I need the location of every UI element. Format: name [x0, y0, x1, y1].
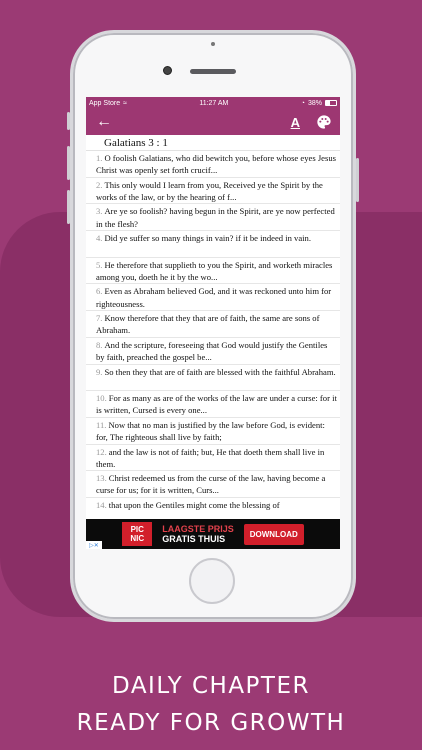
palette-icon[interactable] [316, 114, 332, 130]
status-bar [86, 97, 340, 109]
verse-item[interactable] [86, 471, 340, 498]
verse-item[interactable] [86, 258, 340, 285]
verse-item[interactable] [86, 204, 340, 231]
verse-number: 12. [96, 446, 107, 457]
verse-number: 14. [96, 499, 107, 510]
caption-line-2: READY FOR GROWTH [76, 710, 346, 736]
battery-icon [325, 100, 337, 106]
font-size-icon[interactable]: A [290, 114, 300, 130]
verse-item[interactable] [86, 178, 340, 205]
verse-number: 8. [96, 339, 103, 350]
verse-item[interactable] [86, 365, 340, 392]
alarm-icon: ◔ [300, 99, 305, 107]
chapter-title: Galatians 3 : 1 [86, 135, 340, 151]
verse-text: Know therefore that they that are of faith, the same are sons of Abraham. [96, 313, 320, 336]
ad-download-button[interactable]: DOWNLOAD [244, 524, 304, 545]
mute-switch [67, 112, 70, 130]
verse-text: Are ye so foolish? having begun in the Spirit, are ye now perfected in the flesh? [96, 206, 335, 229]
verse-number: 7. [96, 313, 103, 324]
status-battery: 38% [307, 99, 322, 107]
front-camera [163, 66, 172, 75]
verse-item[interactable] [86, 338, 340, 365]
verse-item[interactable] [86, 284, 340, 311]
verse-text: For as many as are of the works of the law are under a curse: for it is written, Cursed is every one... [96, 393, 337, 416]
verse-text: and the law is not of faith; but, He that doeth them shall live in them. [96, 446, 325, 469]
verse-number: 3. [96, 206, 103, 217]
verse-number: 13. [96, 473, 107, 484]
home-button[interactable] [189, 558, 235, 604]
arrow-left-icon[interactable]: ← [96, 113, 112, 130]
caption-line-1: DAILY CHAPTER [112, 673, 310, 699]
verse-text: Christ redeemed us from the curse of the law, having become a curse for us; for it is written, Curs... [96, 473, 326, 496]
ad-logo[interactable]: PIC NIC [122, 522, 152, 546]
verse-item[interactable] [86, 151, 340, 178]
verse-text: He therefore that supplieth to you the Spirit, and worketh miracles among you, doeth he it by the wo... [96, 259, 333, 282]
verse-number: 10. [96, 393, 107, 404]
verse-text: Now that no man is justified by the law before God, is evident: for, The righteous shall live by faith; [96, 419, 325, 443]
wifi-icon: ≈ [123, 99, 127, 107]
verse-number: 4. [96, 233, 103, 244]
verse-text: that upon the Gentiles might come the blessing of [108, 499, 280, 510]
volume-down-button [67, 190, 70, 224]
app-screen [86, 97, 340, 549]
verse-text: O foolish Galatians, who did bewitch you, before whose eyes Jesus Christ was openly set forth crucif... [96, 153, 336, 176]
verse-number: 9. [96, 366, 103, 377]
earpiece [190, 69, 236, 74]
verse-text: Even as Abraham believed God, and it was reckoned unto him for righteousness. [96, 286, 332, 309]
adchoices-icon[interactable]: ▷✕ [86, 541, 102, 549]
verse-item[interactable] [86, 231, 340, 258]
ad-banner[interactable] [86, 519, 340, 549]
verse-item[interactable] [86, 445, 340, 472]
verse-number: 2. [96, 179, 103, 190]
status-carrier: App Store [89, 99, 121, 107]
verse-text: So then they that are of faith are blessed with the faithful Abraham. [104, 366, 336, 377]
power-button [356, 158, 359, 202]
verse-text: This only would I learn from you, Received ye the Spirit by the works of the law, or by the hearing of f... [96, 179, 323, 202]
verse-item[interactable] [86, 418, 340, 445]
sensor-dot [211, 42, 215, 46]
verse-list [86, 151, 340, 525]
verse-text: Did ye suffer so many things in vain? if it be indeed in vain. [104, 233, 311, 244]
ad-headline[interactable]: LAAGSTE PRIJS GRATIS THUIS [162, 524, 234, 544]
verse-number: 1. [96, 153, 103, 163]
verse-text: And the scripture, foreseeing that God would justify the Gentiles by faith, preached the gospel be... [96, 339, 328, 363]
volume-up-button [67, 146, 70, 180]
verse-number: 11. [96, 419, 107, 430]
verse-number: 5. [96, 259, 103, 270]
verse-number: 6. [96, 286, 103, 297]
verse-item[interactable] [86, 391, 340, 418]
top-toolbar [86, 109, 340, 135]
verse-item[interactable] [86, 311, 340, 338]
status-time: 11:27 AM [199, 99, 229, 107]
